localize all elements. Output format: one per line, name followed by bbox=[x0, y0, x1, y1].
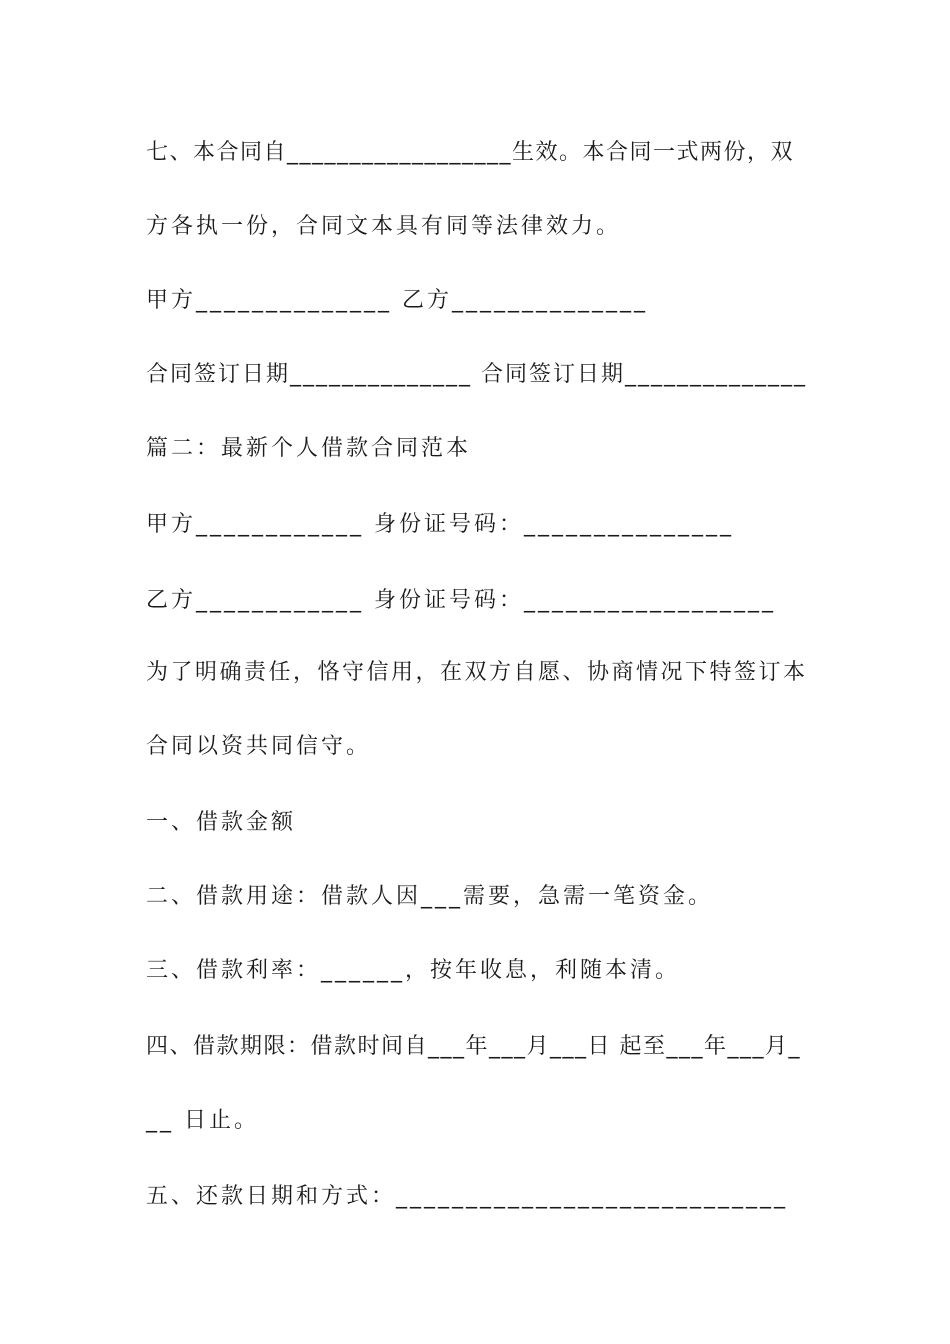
signing-date-line: 合同签订日期______________ 合同签订日期______________ bbox=[146, 362, 807, 387]
preamble-line-2: 合同以资共同信守。 bbox=[146, 734, 372, 759]
clause-three-rate: 三、借款利率：______，按年收息，利随本清。 bbox=[146, 958, 681, 983]
clause-five-repayment: 五、还款日期和方式：____________________________ bbox=[146, 1184, 789, 1209]
party-b-id-line: 乙方____________ 身份证号码：__________________ bbox=[146, 588, 776, 613]
clause-four-term-line-2: __ 日止。 bbox=[146, 1108, 259, 1133]
clause-one-amount: 一、借款金额 bbox=[146, 810, 297, 835]
preamble-line-1: 为了明确责任，恪守信用，在双方自愿、协商情况下特签订本 bbox=[146, 660, 808, 685]
clause-seven-line-2: 方各执一份，合同文本具有同等法律效力。 bbox=[146, 214, 622, 239]
clause-two-purpose: 二、借款用途：借款人因___需要，急需一笔资金。 bbox=[146, 884, 714, 909]
clause-four-term-line-1: 四、借款期限：借款时间自___年___月___日 起至___年___月_ bbox=[146, 1034, 801, 1059]
party-a-id-line: 甲方____________ 身份证号码：_______________ bbox=[146, 512, 734, 537]
party-signature-line: 甲方______________ 乙方______________ bbox=[146, 288, 648, 313]
section-two-title: 篇二：最新个人借款合同范本 bbox=[146, 436, 472, 461]
clause-seven-line-1: 七、本合同自__________________生效。本合同一式两份，双 bbox=[146, 140, 795, 165]
